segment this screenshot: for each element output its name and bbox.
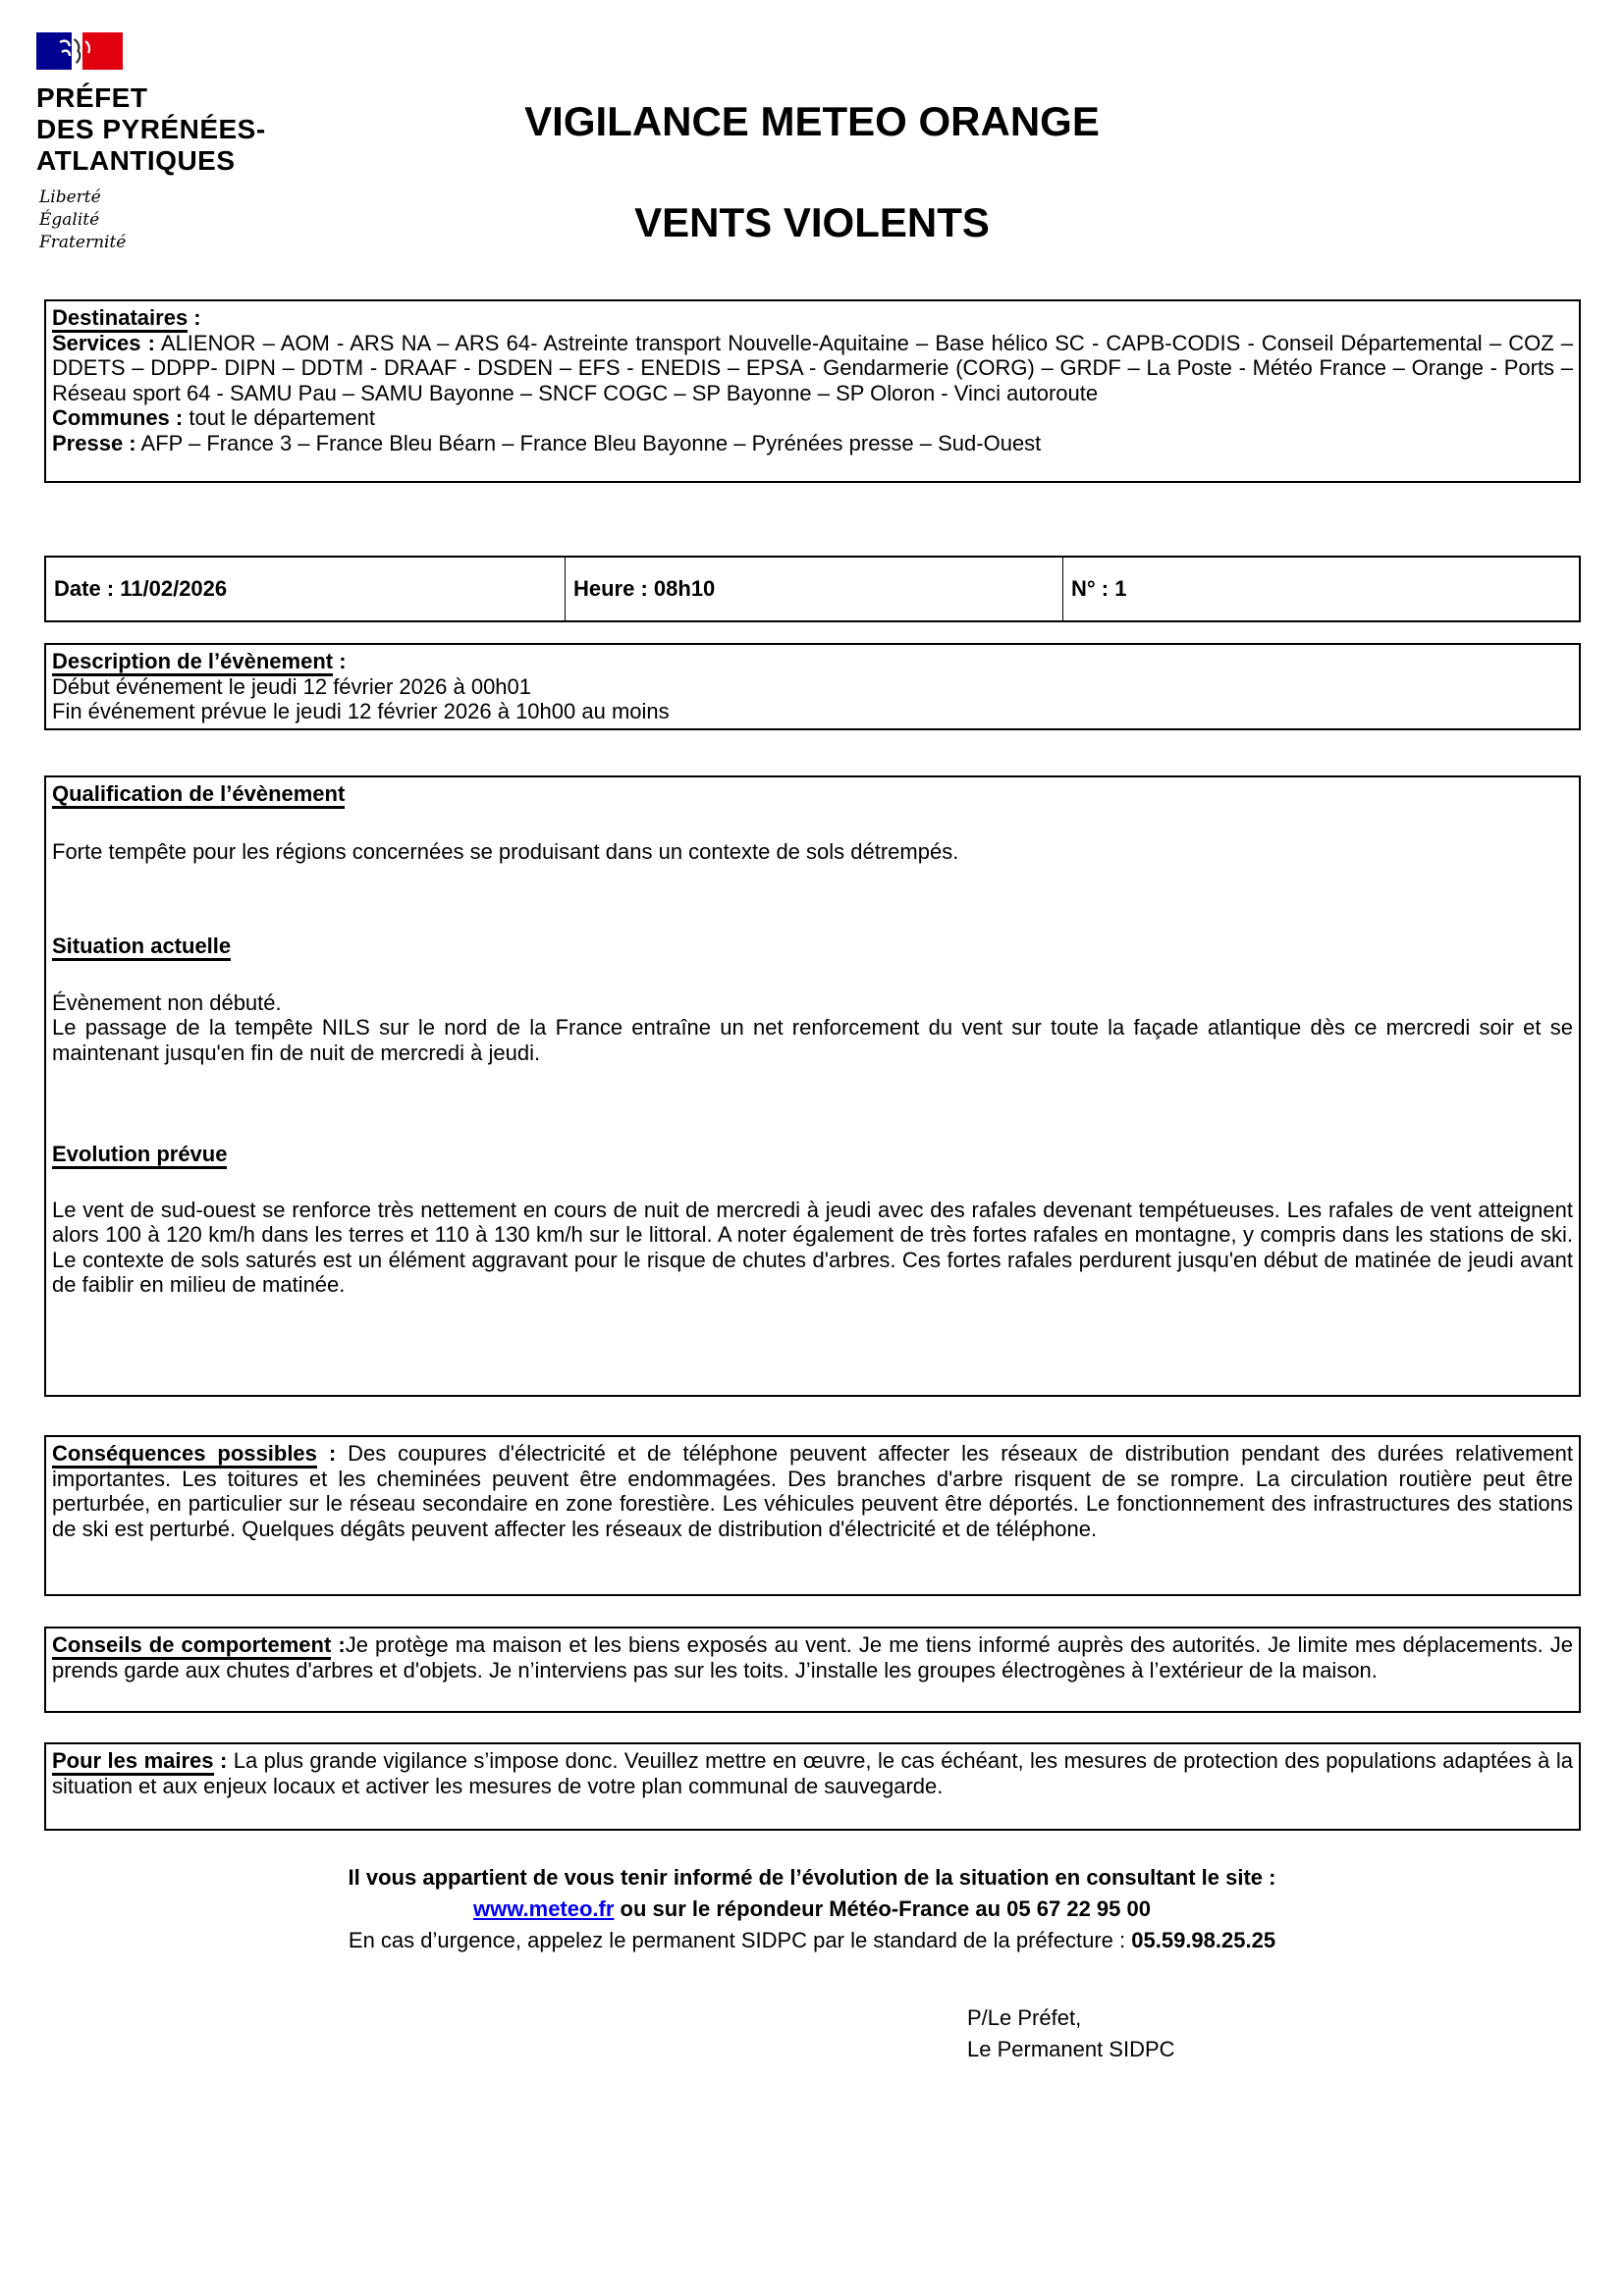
signature-line2: Le Permanent SIDPC xyxy=(967,2037,1175,2061)
evolution-heading xyxy=(52,1142,1573,1167)
heure-cell: Heure : 08h10 xyxy=(565,558,1062,620)
footer-urgence-phone: 05.59.98.25.25 xyxy=(1131,1928,1276,1952)
services-text: ALIENOR – AOM - ARS NA – ARS 64- Astreinte transport Nouvelle-Aquitaine – Base hélico SC - CAPB-CODIS - Conseil Départemental – COZ – DDETS – DDPP- DIPN – DDTM - DRAAF - DSDEN – EFS - ENEDIS – EPSA - Gendarmerie (CORG) – GRDF – La Poste - Météo France – Orange - Ports – Réseau sport 64 - SAMU Pau – SAMU Bayonne – SNCF COGC – SP Bayonne – SP Oloron - Vinci autoroute xyxy=(52,330,1573,405)
destinataires-label: Destinataires xyxy=(52,305,188,333)
maires-text: La plus grande vigilance s’impose donc. Veuillez mettre en œuvre, le cas échéant, les mesures de protection des populations adaptées à la situation et aux enjeux locaux et activer les mesures de votre plan communal de sauvegarde. xyxy=(52,1748,1573,1798)
conseils-separator: : xyxy=(331,1632,346,1657)
motto-line: Égalité xyxy=(39,210,100,230)
destinataires-box xyxy=(44,299,1581,483)
presse-text: AFP – France 3 – France Bleu Béarn – France Bleu Bayonne – Pyrénées presse – Sud-Ouest xyxy=(135,430,1042,455)
situation-label: Situation actuelle xyxy=(52,934,231,961)
destinataires-heading xyxy=(52,305,1573,331)
maires-separator: : xyxy=(213,1748,234,1773)
brand-line: DES PYRÉNÉES- xyxy=(36,114,266,144)
numero-cell: N° : 1 xyxy=(1062,558,1579,620)
footer-urgence-prefix: En cas d’urgence, appelez le permanent SIDPC par le standard de la préfecture : xyxy=(348,1928,1132,1952)
situation-line2: Le passage de la tempête NILS sur le nord de la France entraîne un net renforcement du vent sur toute la façade atlantique dès ce mercredi soir et se maintenant jusqu'en fin de nuit de mercredi à jeudi. xyxy=(52,1015,1573,1065)
description-heading xyxy=(52,649,1573,674)
brand-line: ATLANTIQUES xyxy=(36,145,236,176)
communes-text: tout le département xyxy=(183,405,375,430)
services-line xyxy=(52,331,1573,406)
meteo-link[interactable]: www.meteo.fr xyxy=(473,1896,615,1921)
evolution-text: Le vent de sud-ouest se renforce très nettement en cours de nuit de mercredi à jeudi avec des rafales devenant tempétueuses. Les rafales de vent atteignent alors 100 à 120 km/h dans les terres et 110 à 130 km/h sur le littoral. A noter également de très fortes rafales en montagne, y compris dans les stations de ski. Le contexte de sols saturés est un élément aggravant pour le risque de chutes d'arbres. Ces fortes rafales perdurent jusqu'en début de matinée de jeudi avant de faiblir en milieu de matinée. xyxy=(52,1197,1573,1297)
qualification-box xyxy=(44,775,1581,1397)
conseils-text: Je protège ma maison et les biens exposés au vent. Je me tiens informé auprès des autorités. Je limite mes déplacements. Je prends garde aux chutes d'arbres et d'objets. Je n’interviens pas sur les toits. J’installe les groupes électrogènes à l’extérieur de la maison. xyxy=(52,1632,1573,1682)
description-box xyxy=(44,643,1581,730)
consequences-box xyxy=(44,1435,1581,1596)
description-label: Description de l’évènement xyxy=(52,649,333,676)
presse-label: Presse : xyxy=(52,430,136,455)
destinataires-colon: : xyxy=(188,305,201,330)
maires-box xyxy=(44,1742,1581,1831)
footer-contact-line xyxy=(0,1894,1624,1925)
footer xyxy=(0,1862,1624,1956)
conseils-label: Conseils de comportement xyxy=(52,1632,331,1660)
maires-paragraph xyxy=(52,1748,1573,1798)
footer-contact-rest: ou sur le répondeur Météo-France au 05 67 22 95 00 xyxy=(614,1896,1151,1921)
event-end-line: Fin événement prévue le jeudi 12 février 2026 à 10h00 au moins xyxy=(52,699,670,723)
event-start-line: Début événement le jeudi 12 février 2026 à 00h01 xyxy=(52,673,532,699)
motto-line: Liberté xyxy=(39,187,101,207)
consequences-label: Conséquences possibles xyxy=(52,1441,317,1468)
situation-text xyxy=(52,990,1573,1016)
signature-line1: P/Le Préfet, xyxy=(967,2005,1082,2030)
consequences-paragraph xyxy=(52,1441,1573,1541)
signature-block xyxy=(967,2002,1175,2065)
brand-line: PRÉFET xyxy=(36,82,148,113)
presse-line xyxy=(52,431,1573,456)
conseils-paragraph xyxy=(52,1632,1573,1682)
meta-table xyxy=(44,556,1581,622)
communes-line xyxy=(52,405,1573,431)
maires-label: Pour les maires xyxy=(52,1748,214,1776)
french-flag-icon xyxy=(36,32,123,76)
communes-label: Communes : xyxy=(52,405,184,430)
qualification-label: Qualification de l’évènement xyxy=(52,781,345,809)
date-cell: Date : 11/02/2026 xyxy=(54,576,228,602)
evolution-label: Evolution prévue xyxy=(52,1142,227,1169)
consequences-separator: : xyxy=(316,1441,349,1466)
footer-urgence-line xyxy=(0,1925,1624,1956)
page-subtitle: VENTS VIOLENTS xyxy=(634,199,990,245)
qualification-heading xyxy=(52,781,1573,807)
situation-line1: Évènement non débuté. xyxy=(52,989,282,1015)
description-colon: : xyxy=(333,649,347,673)
conseils-box xyxy=(44,1627,1581,1713)
footer-info-line: Il vous appartient de vous tenir informé de l’évolution de la situation en consultant le site : xyxy=(348,1865,1276,1890)
consequences-text: Des coupures d'électricité et de téléphone peuvent affecter les réseaux de distribution pendant des durées relativement importantes. Les toitures et les cheminées peuvent être endommagées. Des branches d'arbre risquent de se rompre. La circulation routière peut être perturbée, en particulier sur le réseau secondaire en zone forestière. Les véhicules peuvent être déportés. Le fonctionnement des infrastructures des stations de ski est perturbé. Quelques dégâts peuvent affecter les réseaux de distribution d'électricité et de téléphone. xyxy=(52,1441,1573,1541)
qualification-text: Forte tempête pour les régions concernées se produisant dans un contexte de sols détrempés. xyxy=(52,838,959,864)
services-label: Services : xyxy=(52,330,155,355)
page-title: VIGILANCE METEO ORANGE xyxy=(524,98,1100,144)
motto-line: Fraternité xyxy=(39,233,127,252)
situation-heading xyxy=(52,934,1573,959)
